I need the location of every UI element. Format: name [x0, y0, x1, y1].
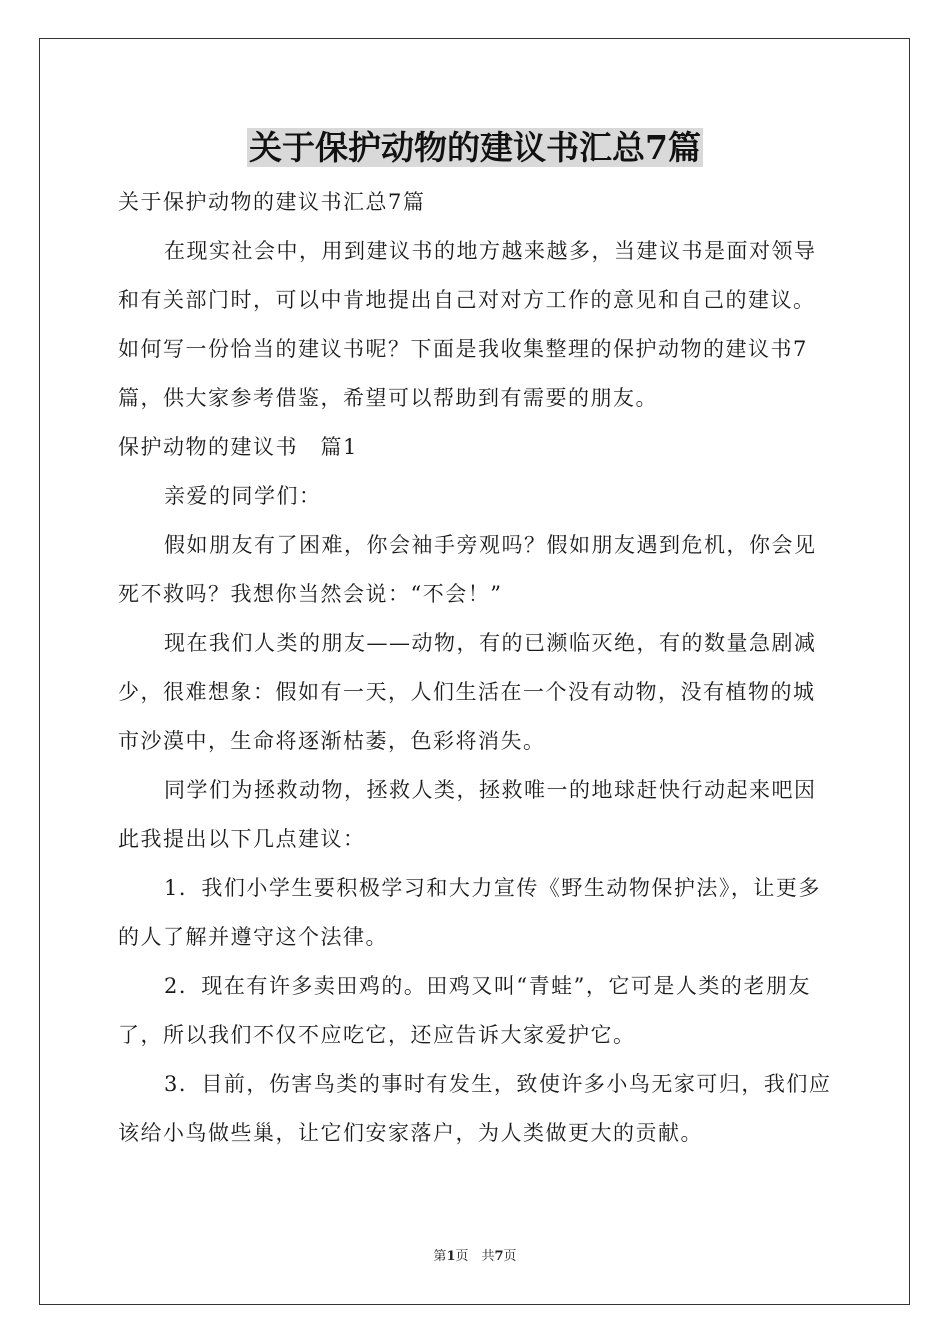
paragraph-2: 现在我们人类的朋友——动物，有的已濒临灭绝，有的数量急剧减少，很难想象：假如有一天，人们生活在一个没有动物，没有植物的城市沙漠中，生命将逐渐枯萎，色彩将消失。: [118, 631, 817, 753]
suggestion-2: 2．现在有许多卖田鸡的。田鸡又叫“青蛙”，它可是人类的老朋友了，所以我们不仅不应吃它，还应告诉大家爱护它。: [118, 974, 811, 1047]
footer-page-total: 7: [494, 1249, 504, 1264]
footer-page-current: 1: [446, 1249, 456, 1264]
document-title: [0, 122, 950, 174]
footer-page-prefix: 第: [433, 1249, 447, 1264]
document-body: [118, 178, 834, 1158]
paragraph-3: 同学们为拯救动物，拯救人类，拯救唯一的地球赶快行动起来吧因此我提出以下几点建议：: [118, 778, 817, 851]
page-footer: [0, 1245, 950, 1264]
document-title-text: 关于保护动物的建议书汇总7篇: [249, 128, 701, 167]
footer-page-suffix: 页: [503, 1249, 517, 1264]
intro-paragraph: 在现实社会中，用到建议书的地方越来越多，当建议书是面对领导和有关部门时，可以中肯地提出自己对对方工作的意见和自己的建议。如何写一份恰当的建议书呢？下面是我收集整理的保护动物的建议书7篇，供大家参考借鉴，希望可以帮助到有需要的朋友。: [118, 239, 817, 410]
greeting: 亲爱的同学们：: [164, 484, 322, 508]
paragraph-1: 假如朋友有了困难，你会袖手旁观吗？假如朋友遇到危机，你会见死不救吗？我想你当然会说：“不会！”: [118, 533, 817, 606]
footer-page-mid: 页 共: [455, 1249, 495, 1264]
suggestion-3: 3．目前，伤害鸟类的事时有发生，致使许多小鸟无家可归，我们应该给小鸟做些巢，让它们安家落户，为人类做更大的贡献。: [118, 1072, 832, 1145]
document-subtitle: 关于保护动物的建议书汇总7篇: [118, 190, 426, 214]
suggestion-1: 1．我们小学生要积极学习和大力宣传《野生动物保护法》，让更多的人了解并遵守这个法律。: [118, 876, 821, 949]
section-heading: 保护动物的建议书 篇1: [118, 435, 358, 459]
